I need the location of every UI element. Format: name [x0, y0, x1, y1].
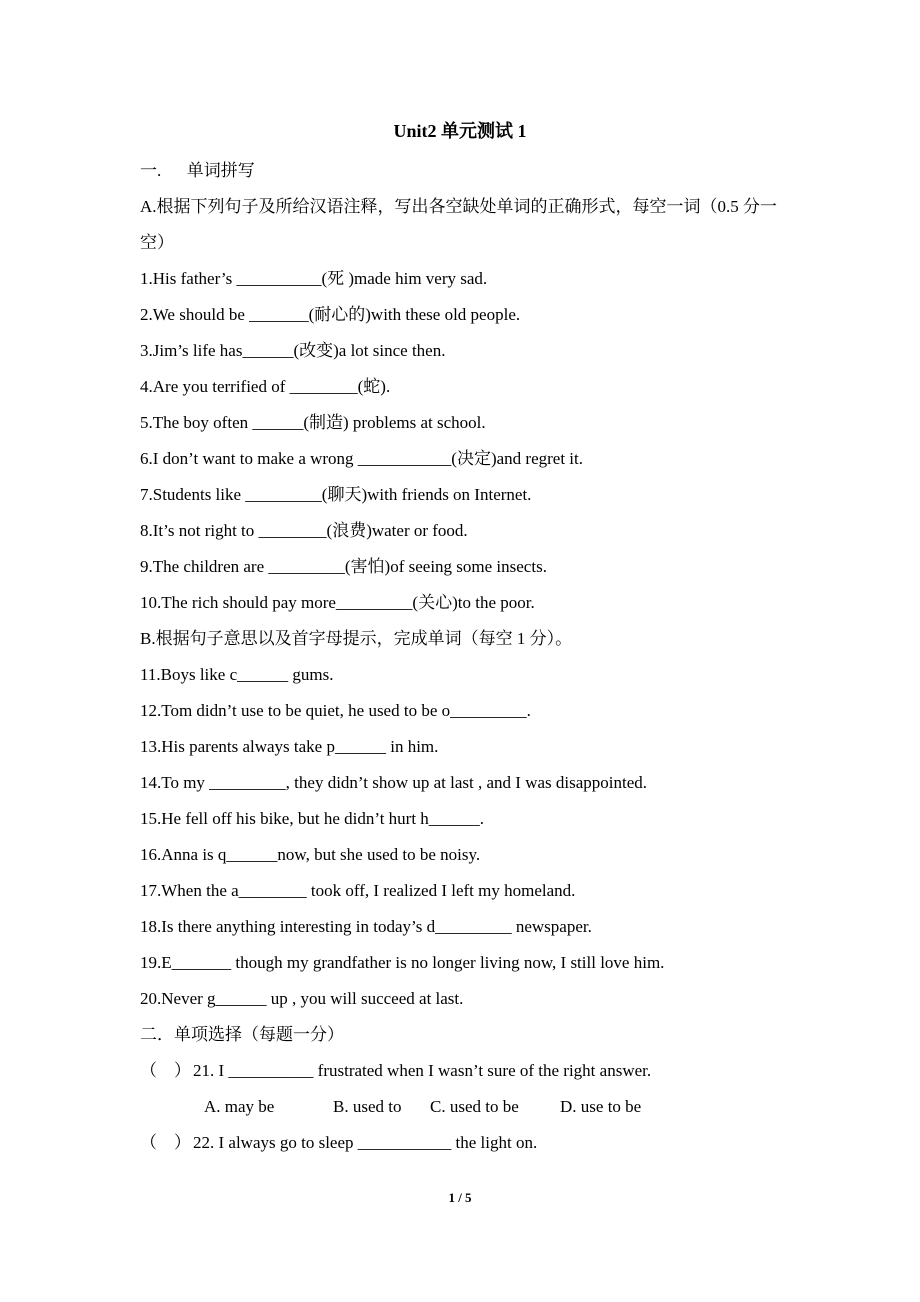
question-22 [140, 1125, 790, 1161]
section-1-heading: 一. 单词拼写 [140, 161, 255, 180]
question-item: 9.The children are _________(害怕)of seeing some insects. [140, 557, 547, 576]
question-item: 8.It’s not right to ________(浪费)water or food. [140, 521, 468, 540]
section-2-heading: 二．单项选择（每题一分） [140, 1025, 344, 1044]
question-item: 20.Never g______ up , you will succeed at last. [140, 989, 464, 1008]
question-item: 16.Anna is q______now, but she used to be noisy. [140, 845, 481, 864]
part-b-instruction: B.根据句子意思以及首字母提示，完成单词（每空 1 分）。 [140, 629, 573, 648]
question-item: 14.To my _________, they didn’t show up at last , and I was disappointed. [140, 773, 648, 792]
question-item: 1.His father’s __________(死 )made him very sad. [140, 269, 488, 288]
question-item: 17.When the a________ took off, I realized I left my homeland. [140, 881, 576, 900]
question-item: 5.The boy often ______(制造) problems at school. [140, 413, 486, 432]
question-item: 7.Students like _________(聊天)with friends on Internet. [140, 485, 532, 504]
part-a-instruction: A.根据下列句子及所给汉语注释，写出各空缺处单词的正确形式，每空一词（0.5 分一空） [140, 197, 778, 252]
question-22-text: 22. I always go to sleep ___________ the light on. [193, 1133, 538, 1152]
option-b: B. used to [333, 1097, 402, 1116]
page-number: 1 / 5 [448, 1190, 472, 1205]
question-item: 12.Tom didn’t use to be quiet, he used to be o_________. [140, 701, 531, 720]
page-title: Unit2 单元测试 1 [393, 121, 527, 141]
option-d: D. use to be [560, 1097, 642, 1116]
question-item: 4.Are you terrified of ________(蛇). [140, 377, 391, 396]
question-item: 19.E_______ though my grandfather is no longer living now, I still love him. [140, 953, 665, 972]
question-21-text: 21. I __________ frustrated when I wasn’t sure of the right answer. [193, 1061, 652, 1080]
question-item: 3.Jim’s life has______(改变)a lot since then. [140, 341, 446, 360]
question-21-options [140, 1089, 790, 1125]
question-item: 15.He fell off his bike, but he didn’t hurt h______. [140, 809, 485, 828]
question-item: 10.The rich should pay more_________(关心)to the poor. [140, 593, 535, 612]
answer-bracket: （ ） [140, 1061, 191, 1080]
answer-bracket: （ ） [140, 1133, 191, 1152]
option-a: A. may be [204, 1097, 275, 1116]
test-content [140, 153, 790, 1161]
option-c: C. used to be [430, 1097, 519, 1116]
question-item: 6.I don’t want to make a wrong ___________(决定)and regret it. [140, 449, 584, 468]
question-item: 2.We should be _______(耐心的)with these old people. [140, 305, 521, 324]
question-21 [140, 1053, 790, 1089]
question-item: 18.Is there anything interesting in today’s d_________ newspaper. [140, 917, 592, 936]
question-item: 11.Boys like c______ gums. [140, 665, 334, 684]
question-item: 13.His parents always take p______ in him. [140, 737, 439, 756]
